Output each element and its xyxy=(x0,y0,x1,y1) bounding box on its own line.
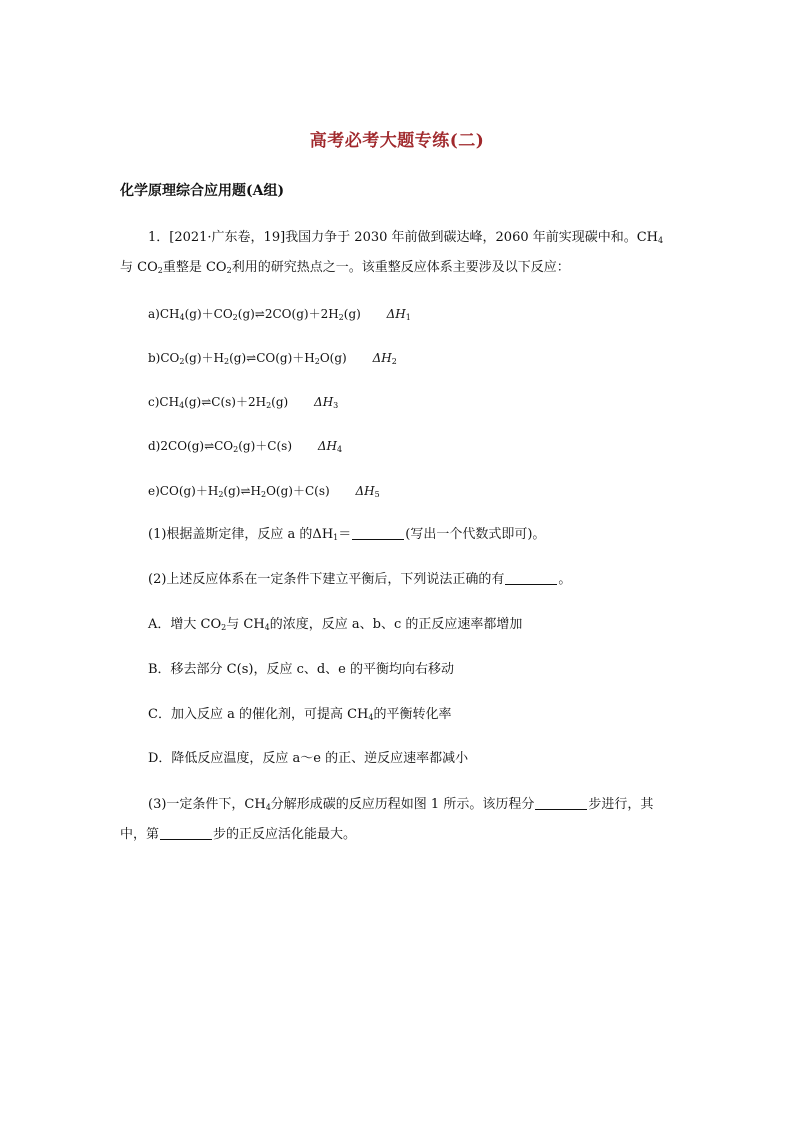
question-text: 。 xyxy=(558,572,572,587)
enthalpy-change xyxy=(314,395,338,409)
subscript: 2 xyxy=(232,313,238,322)
delta-h-symbol: ΔH xyxy=(372,351,392,365)
subscript: 4 xyxy=(179,401,185,410)
question-text: (3)一定条件下，CH xyxy=(148,797,266,812)
delta-h-symbol: ΔH xyxy=(317,439,337,453)
reaction-e xyxy=(148,479,380,503)
question-text: 步进行，其 xyxy=(588,797,654,812)
reaction-d xyxy=(148,434,342,458)
question-text: (2)上述反应体系在一定条件下建立平衡后，下列说法正确的有 xyxy=(148,572,505,587)
answer-blank[interactable] xyxy=(535,795,587,810)
subscript: 1 xyxy=(405,313,411,322)
reaction-label: a) xyxy=(148,307,160,321)
formula-part: (g) xyxy=(271,395,289,409)
sub-question-1 xyxy=(148,523,545,547)
delta-h-symbol: ΔH xyxy=(386,307,406,321)
subscript: 2 xyxy=(221,623,227,632)
reaction-label: d) xyxy=(148,439,161,453)
question-text: (写出一个代数式即可)。 xyxy=(405,527,546,542)
subscript: 5 xyxy=(374,490,380,499)
sub-question-2 xyxy=(148,568,571,592)
question-text: ＝ xyxy=(338,527,352,542)
subscript: 2 xyxy=(218,490,224,499)
question-text: 中，第 xyxy=(120,827,160,842)
subscript: 1 xyxy=(333,533,339,542)
subscript: 4 xyxy=(336,445,343,454)
q1-text: 利用的研究热点之一。该重整反应体系主要涉及以下反应： xyxy=(231,260,570,275)
subscript: 2 xyxy=(233,445,239,454)
formula-part: (g)＋C(s) xyxy=(238,439,292,453)
formula-part: (g)⇌C(s)＋2H xyxy=(184,395,267,409)
formula-part: 2CO(g)⇌CO xyxy=(160,439,234,453)
sub-question-3-line-1 xyxy=(148,793,653,817)
reaction-b xyxy=(148,346,397,370)
q1-text: 重整是 CO xyxy=(162,260,227,275)
answer-blank[interactable] xyxy=(160,825,212,840)
option-b: B．移去部分 C(s)，反应 c、d、e 的平衡均向右移动 xyxy=(148,662,455,677)
option-text: A．增大 CO xyxy=(148,617,222,632)
formula-part: (g)＋CO xyxy=(184,307,233,321)
answer-blank[interactable] xyxy=(505,570,557,585)
subscript: 2 xyxy=(391,357,397,366)
subscript: 4 xyxy=(265,803,271,812)
formula-part: O(g) xyxy=(319,351,347,365)
option-d: D．降低反应温度，反应 a～e 的正、逆反应速率都减小 xyxy=(148,751,469,766)
subscript: 4 xyxy=(264,623,270,632)
delta-h-symbol: ΔH xyxy=(314,395,334,409)
formula-part: CO xyxy=(160,351,180,365)
reaction-label: e) xyxy=(148,484,160,498)
delta-h-symbol: ΔH xyxy=(355,484,375,498)
option-text: 的浓度，反应 a、b、c 的正反应速率都增加 xyxy=(269,617,523,632)
formula-part: CH xyxy=(159,307,180,321)
page-title: 高考必考大题专练(二) xyxy=(309,131,485,151)
answer-blank[interactable] xyxy=(352,525,404,540)
subscript: 2 xyxy=(226,266,232,275)
subscript: 2 xyxy=(179,357,185,366)
formula-part: (g)⇌CO(g)＋H xyxy=(229,351,315,365)
formula-part: CH xyxy=(159,395,180,409)
formula-part: (g)＋H xyxy=(184,351,225,365)
question-text: 步的正反应活化能最大。 xyxy=(213,827,357,842)
subscript: 3 xyxy=(333,401,339,410)
subscript: 2 xyxy=(224,357,230,366)
subscript: 2 xyxy=(266,401,272,410)
question-1-line-2 xyxy=(120,256,570,280)
formula-part: (g)⇌2CO(g)＋2H xyxy=(237,307,339,321)
reaction-a xyxy=(148,302,411,326)
option-text: C．加入反应 a 的催化剂，可提高 CH xyxy=(148,707,369,722)
subscript: 2 xyxy=(261,490,267,499)
subscript: 4 xyxy=(658,236,664,245)
subscript: 2 xyxy=(157,266,163,275)
reaction-label: c) xyxy=(148,395,160,409)
section-heading: 化学原理综合应用题(A组) xyxy=(120,183,285,199)
formula-part: O(g)＋C(s) xyxy=(266,484,330,498)
question-1-line-1 xyxy=(148,226,663,250)
option-text: 的平衡转化率 xyxy=(373,707,452,722)
subscript: 4 xyxy=(368,713,374,722)
question-text: 分解形成碳的反应历程如图 1 所示。该历程分 xyxy=(270,797,535,812)
q1-text: 1．[2021·广东卷，19]我国力争于 2030 年前做到碳达峰，2060 年前实现碳中和。CH xyxy=(148,230,659,245)
sub-question-3-line-2 xyxy=(120,823,356,847)
option-a xyxy=(148,613,522,637)
reaction-label: b) xyxy=(148,351,161,365)
enthalpy-change xyxy=(387,307,411,321)
enthalpy-change xyxy=(318,439,342,453)
subscript: 2 xyxy=(338,313,344,322)
q1-text: 与 CO xyxy=(120,260,158,275)
enthalpy-change xyxy=(373,351,397,365)
formula-part: CO(g)＋H xyxy=(159,484,219,498)
reaction-c xyxy=(148,390,338,414)
enthalpy-change xyxy=(356,484,380,498)
formula-part: (g)⇌H xyxy=(223,484,261,498)
question-text: (1)根据盖斯定律，反应 a 的ΔH xyxy=(148,527,334,542)
formula-part: (g) xyxy=(343,307,361,321)
option-c xyxy=(148,703,452,727)
subscript: 4 xyxy=(179,313,185,322)
subscript: 2 xyxy=(314,357,320,366)
option-text: 与 CH xyxy=(226,617,265,632)
